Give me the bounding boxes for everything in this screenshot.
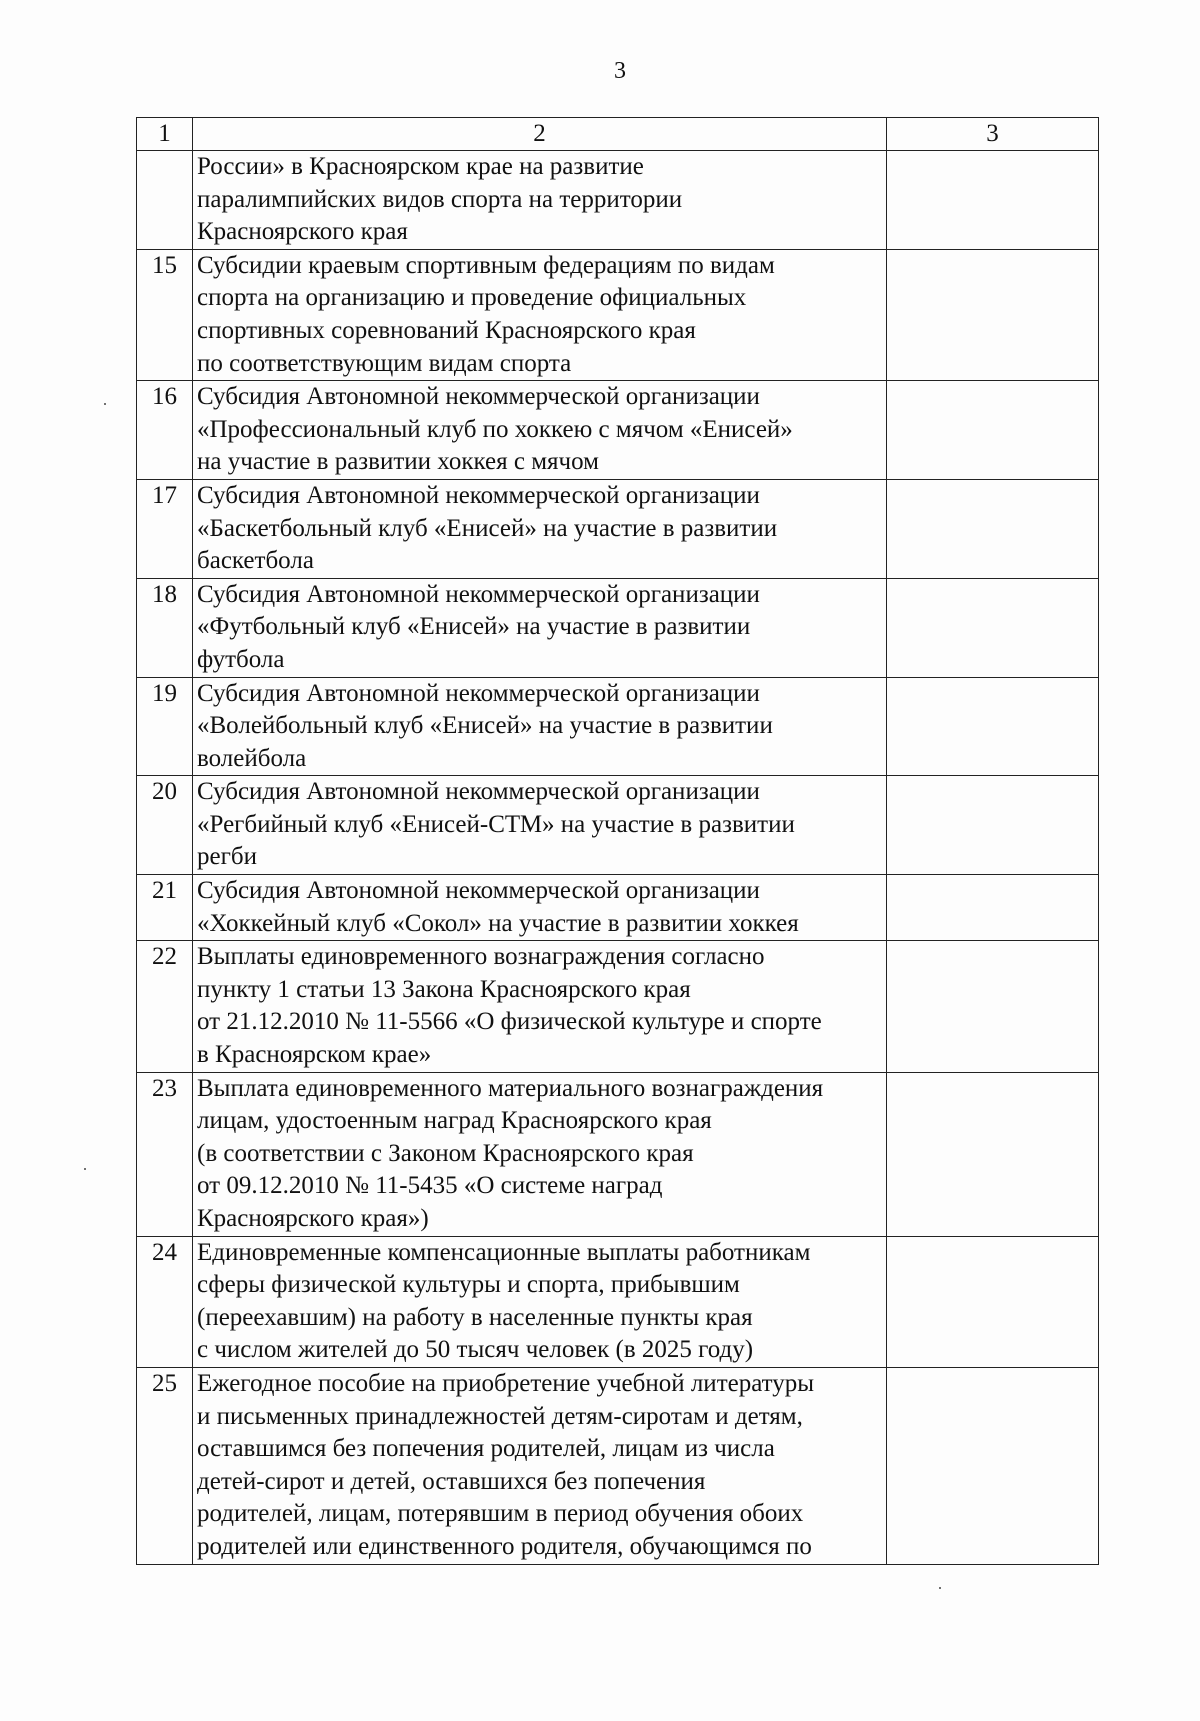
description-line: спортивных соревнований Красноярского края [197,316,696,344]
description-line: Красноярского края [197,218,408,246]
row-description [193,578,887,677]
column-header: 2 [193,118,887,151]
row-description [193,776,887,875]
description-line: в Красноярском крае» [197,1041,432,1069]
row-number: 20 [137,776,193,875]
description-line: родителей или единственного родителя, обучающимся по [197,1532,812,1560]
table-row [137,776,1099,875]
table-row [137,875,1099,941]
table-row [137,941,1099,1072]
row-description [193,941,887,1072]
row-number: 19 [137,677,193,776]
table-row [137,677,1099,776]
description-line: Единовременные компенсационные выплаты работникам [197,1238,811,1266]
row-description [193,381,887,480]
description-line: «Хоккейный клуб «Сокол» на участие в развитии хоккея [197,909,799,937]
row-description [193,1367,887,1564]
table-header-row [137,118,1099,151]
description-line: паралимпийских видов спорта на территории [197,185,683,213]
row-number: 21 [137,875,193,941]
description-line: (в соответствии с Законом Красноярского края [197,1139,694,1167]
table-row [137,151,1099,250]
description-line: Субсидия Автономной некоммерческой организации [197,778,760,806]
description-line: от 21.12.2010 № 11-5566 «О физической культуре и спорте [197,1008,822,1036]
description-line: сферы физической культуры и спорта, прибывшим [197,1271,740,1299]
row-number: 25 [137,1367,193,1564]
table-row [137,249,1099,380]
description-line: (переехавшим) на работу в населенные пункты края [197,1303,753,1331]
column-header: 1 [137,118,193,151]
description-line: Красноярского края») [197,1205,429,1232]
row-column-3 [887,1367,1099,1564]
row-description [193,249,887,380]
description-line: и письменных принадлежностей детям-сиротам и детям, [197,1402,803,1430]
row-column-3 [887,677,1099,776]
description-line: Субсидия Автономной некоммерческой организации [197,580,760,608]
description-line: России» в Красноярском крае на развитие [197,153,644,180]
description-line: Субсидия Автономной некоммерческой организации [197,877,760,905]
table-row [137,479,1099,578]
description-line: «Волейбольный клуб «Енисей» на участие в развитии [197,712,773,740]
description-line: Субсидия Автономной некоммерческой организации [197,481,760,509]
description-line: «Профессиональный клуб по хоккею с мячом «Енисей» [197,415,793,443]
description-line: на участие в развитии хоккея с мячом [197,448,599,476]
description-line: Субсидия Автономной некоммерческой организации [197,679,760,707]
description-line: футбола [197,645,285,673]
row-column-3 [887,1236,1099,1367]
description-line: оставшимся без попечения родителей, лицам из числа [197,1435,775,1463]
column-header: 3 [887,118,1099,151]
table-row [137,1072,1099,1236]
row-number: 16 [137,381,193,480]
scan-speck [84,1168,86,1170]
scan-speck [939,1587,941,1589]
description-line: «Регбийный клуб «Енисей-СТМ» на участие в развитии [197,810,795,838]
row-column-3 [887,941,1099,1072]
row-description [193,1236,887,1367]
description-line: волейбола [197,744,307,772]
description-line: регби [197,843,257,871]
row-description [193,875,887,941]
description-line: пункту 1 статьи 13 Закона Красноярского края [197,975,691,1003]
row-column-3 [887,578,1099,677]
row-number: 15 [137,249,193,380]
row-column-3 [887,381,1099,480]
description-line: «Футбольный клуб «Енисей» на участие в развитии [197,613,751,641]
description-line: Субсидии краевым спортивным федерациям по видам [197,251,775,279]
row-description [193,677,887,776]
table-row [137,381,1099,480]
row-description [193,479,887,578]
description-line: Выплаты единовременного вознаграждения согласно [197,943,765,971]
row-number: 22 [137,941,193,1072]
row-column-3 [887,1072,1099,1236]
row-column-3 [887,776,1099,875]
row-number: 18 [137,578,193,677]
row-description [193,151,887,250]
row-number: 17 [137,479,193,578]
row-column-3 [887,479,1099,578]
description-line: с числом жителей до 50 тысяч человек (в 2025 году) [197,1336,754,1364]
row-column-3 [887,875,1099,941]
description-line: по соответствующим видам спорта [197,349,572,377]
items-table [136,117,1099,1565]
description-line: детей-сирот и детей, оставшихся без попечения [197,1467,706,1495]
table-row [137,1236,1099,1367]
description-line: лицам, удостоенным наград Красноярского края [197,1107,712,1135]
row-column-3 [887,249,1099,380]
table-row [137,578,1099,677]
description-line: родителей, лицам, потерявшим в период обучения обоих [197,1500,804,1528]
description-line: баскетбола [197,547,314,575]
description-line: спорта на организацию и проведение официальных [197,284,747,312]
page-number: 3 [614,58,626,84]
row-number: 24 [137,1236,193,1367]
row-number [137,151,193,250]
row-number: 23 [137,1072,193,1236]
row-column-3 [887,151,1099,250]
description-line: Выплата единовременного материального вознаграждения [197,1074,824,1102]
description-line: «Баскетбольный клуб «Енисей» на участие в развитии [197,514,778,542]
row-description [193,1072,887,1236]
description-line: Субсидия Автономной некоммерческой организации [197,383,760,411]
description-line: Ежегодное пособие на приобретение учебной литературы [197,1369,815,1397]
scan-speck [104,403,106,405]
table-row [137,1367,1099,1564]
description-line: от 09.12.2010 № 11-5435 «О системе наград [197,1172,663,1200]
